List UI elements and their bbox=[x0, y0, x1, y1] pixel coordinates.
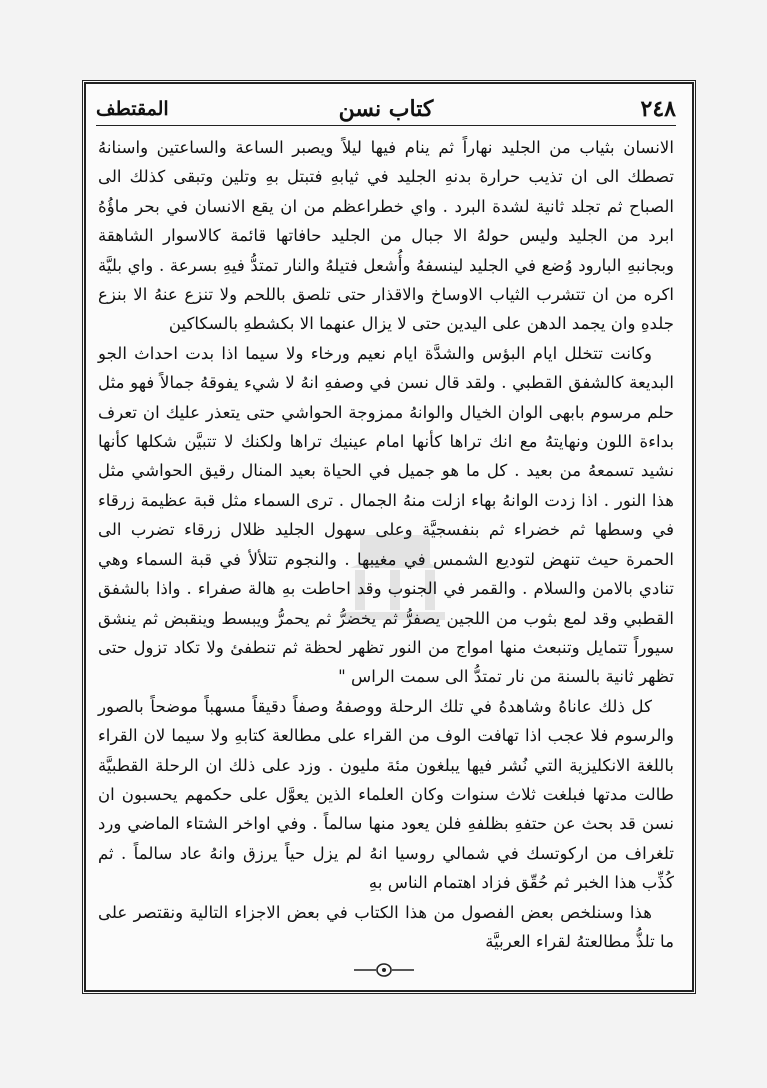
paragraph-3: كل ذلك عاناهُ وشاهدهُ في تلك الرحلة ووصفهُ وصفاً دقيقاً مسهباً موضحاً بالصور والرسوم فلا عجب اذا تهافت الوف من القراء على مطالعة كتابهِ ولا سيما لان القراء باللغة الانكليزية التي نُشر فيها يبلغون مئة مليون . وزد على ذلك ان الرحلة القطبيَّة طالت مدتها فبلغت ثلاث سنوات وكان العلماء الذين يعوَّل على حكمهم يحسبون ان نسن قد بحث عن حتفهِ بظلفهِ فلن يعود منها سالماً . وفي اواخر الشتاء الماضي ورد تلغراف من اركوتسك في شمالي روسيا انهُ لم يزل حياً يرزق وانهُ عاد سالماً . ثم كُذِّب هذا الخبر ثم حُقّق فزاد اهتمام الناس بهِ bbox=[98, 696, 674, 893]
journal-name: المقتطف bbox=[96, 98, 169, 120]
page-number: ٢٤٨ bbox=[640, 96, 676, 122]
article-body bbox=[98, 133, 674, 963]
paragraph-2: وكانت تتخلل ايام البؤس والشدَّة ايام نعيم ورخاء ولا سيما اذا بدت احداث الجو البديعة كالشفق القطبي . ولقد قال نسن في وصفهِ انهُ لا شيء يفوقهُ جمالاً فهو مثل حلم مرسوم بابهى الوان الخيال والوانهُ ممزوجة الحواشي حتى يتعذر عليك ان تعرف بداءة اللون ونهايتهُ مع انك تراها كأنها امام عينيك تراها ولكنك لا تتبيَّن شكلها كأنها نشيد تسمعهُ من بعيد . كل ما هو جميل في الحياة بعيد المنال رقيق الحواشي مثل هذا النور . اذا زدت الوانهُ بهاء ازلت منهُ الجمال . ترى السماء مثل قبة عظيمة زرقاء في وسطها ثم خضراء ثم بنفسجيَّة وعلى سهول الجليد ظلال زرقاء تضرب الى الحمرة حيث تنهض لتوديع الشمس في مغيبها . والنجوم تتلألأ في قبة السماء وهي تنادي بالامن والسلام . والقمر في الجنوب وقد احاطت بهِ هالة صفراء . واذا بالشفق القطبي وقد لمع بثوب من اللجين يصفرُّ ثم يخضرُّ ثم يحمرُّ ويبسط وينقبض ثم ينشق سيوراً تتمايل وتنبعث منها امواج من النور تظهر لحظة ثم تنطفئ ولا تكاد تزول حتى تظهر ثانية بالسنة من نار تمتدُّ الى سمت الراس " bbox=[98, 343, 674, 687]
article-title: كتاب نسن bbox=[338, 96, 434, 122]
header-rule bbox=[96, 125, 676, 126]
paragraph-4: هذا وسنلخص بعض الفصول من هذا الكتاب في بعض الاجزاء التالية ونقتصر على ما تلذُّ مطالعتهُ لقراء العربيَّة bbox=[98, 902, 674, 951]
ornament-icon bbox=[354, 962, 414, 978]
running-header bbox=[96, 95, 676, 123]
paragraph-1: الانسان بثياب من الجليد نهاراً ثم ينام فيها ليلاً ويصبر الساعة والساعتين واسنانهُ تصطك الى ان تذيب حرارة بدنهِ الجليد في ثيابهِ فتبتل بهِ وتلين وتبقى كذلك الى الصباح ثم تجلد ثانية لشدة البرد . واي خطراعظم من ان يقع الانسان في بحر ماؤُهُ ابرد من الجليد وليس حولهُ الا جبال من الجليد حافاتها قائمة كالاسوار الشاهقة وبجانبهِ البارود وُضع في الجليد لينسفهُ وأُشعل فتيلهُ والنار تمتدُّ فيهِ بسرعة . واي بليَّة اكره من ان تتشرب الثياب الاوساخ والاقذار حتى تلصق باللحم ولا تنزع عنهُ الا بنزع جلدهِ وان يجمد الدهن على اليدين حتى لا يزال عنهما الا بكشطهِ بالسكاكين bbox=[98, 138, 674, 334]
